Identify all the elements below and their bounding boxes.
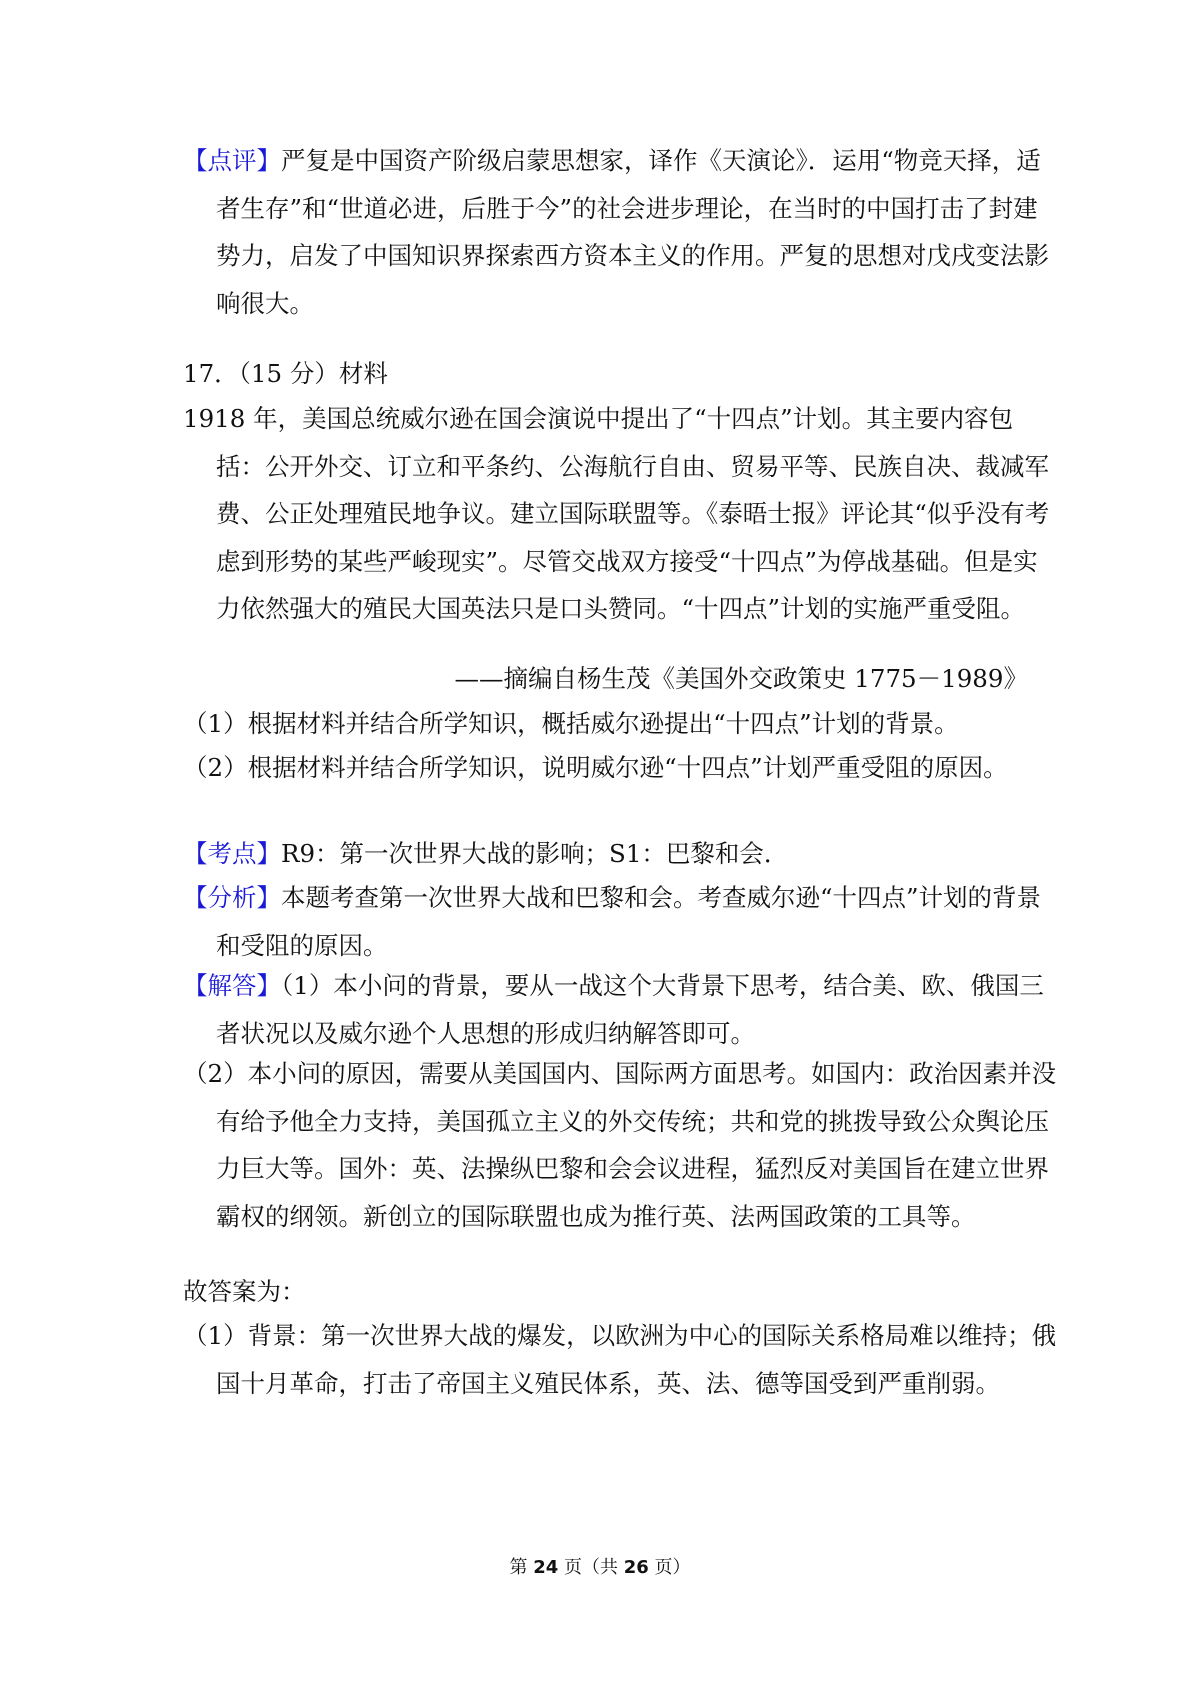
question-material: 1918 年，美国总统威尔逊在国会演说中提出了“十四点”计划。其主要内容包括：公开外交、订立和平条约、公海航行自由、贸易平等、民族自决、裁减军费、公正处理殖民地争议。建立国际联盟等。《泰晤士报》评论其“似乎没有考虑到形势的某些严峻现实”。尽管交战双方接受“十四点”为停战基础。但是实力依然强大的殖民大国英法只是口头赞同。“十四点”计划的实施严重受阻。 [183, 404, 1050, 623]
sub-question-1: （1）根据材料并结合所学知识，概括威尔逊提出“十四点”计划的背景。 [183, 709, 959, 738]
kaodian-text: R9：第一次世界大战的影响；S1：巴黎和会． [281, 839, 789, 868]
answer-intro: 故答案为： [183, 1277, 306, 1306]
footer-middle: 页（共 [558, 1557, 624, 1578]
jieda-tag: 【解答】 [183, 971, 281, 1000]
footer-total-pages: 26 [623, 1557, 649, 1578]
footer-current-page: 24 [533, 1557, 559, 1578]
fenxi-text: 本题考查第一次世界大战和巴黎和会。考查威尔逊“十四点”计划的背景和受阻的原因。 [216, 883, 1042, 960]
review-tag: 【点评】 [183, 146, 281, 175]
material-source: ——摘编自杨生茂《美国外交政策史 1775－1989》 [454, 664, 1028, 693]
fenxi-paragraph [183, 874, 1061, 969]
footer-prefix: 第 [509, 1557, 534, 1578]
question-heading: 17．（15 分）材料 [183, 359, 388, 388]
jieda-paragraph-2: （2）本小问的原因，需要从美国国内、国际两方面思考。如国内：政治因素并没有给予他全力支持，美国孤立主义的外交传统；共和党的挑拨导致公众舆论压力巨大等。国外：英、法操纵巴黎和会会议进程，猛烈反对美国旨在建立世界霸权的纲领。新创立的国际联盟也成为推行英、法两国政策的工具等。 [183, 1059, 1057, 1231]
answer-part-1: （1）背景：第一次世界大战的爆发，以欧洲为中心的国际关系格局难以维持；俄国十月革命，打击了帝国主义殖民体系，英、法、德等国受到严重削弱。 [183, 1321, 1057, 1398]
footer-suffix: 页） [648, 1557, 691, 1578]
page-footer [0, 1553, 1200, 1583]
sub-question-2: （2）根据材料并结合所学知识，说明威尔逊“十四点”计划严重受阻的原因。 [183, 753, 1008, 782]
jieda-paragraph-1 [183, 962, 1061, 1057]
jieda-text-1: （1）本小问的背景，要从一战这个大背景下思考，结合美、欧、俄国三者状况以及威尔逊个人思想的形成归纳解答即可。 [216, 971, 1044, 1048]
review-text: 严复是中国资产阶级启蒙思想家，译作《天演论》．运用“物竞天择，适者生存”和“世道必进，后胜于今”的社会进步理论，在当时的中国打击了封建势力，启发了中国知识界探索西方资本主义的作用。严复的思想对戊戌变法影响很大。 [216, 146, 1049, 318]
kaodian-tag: 【考点】 [183, 839, 281, 868]
review-paragraph [183, 137, 1061, 327]
kaodian-paragraph [183, 830, 1061, 878]
fenxi-tag: 【分析】 [183, 883, 281, 912]
